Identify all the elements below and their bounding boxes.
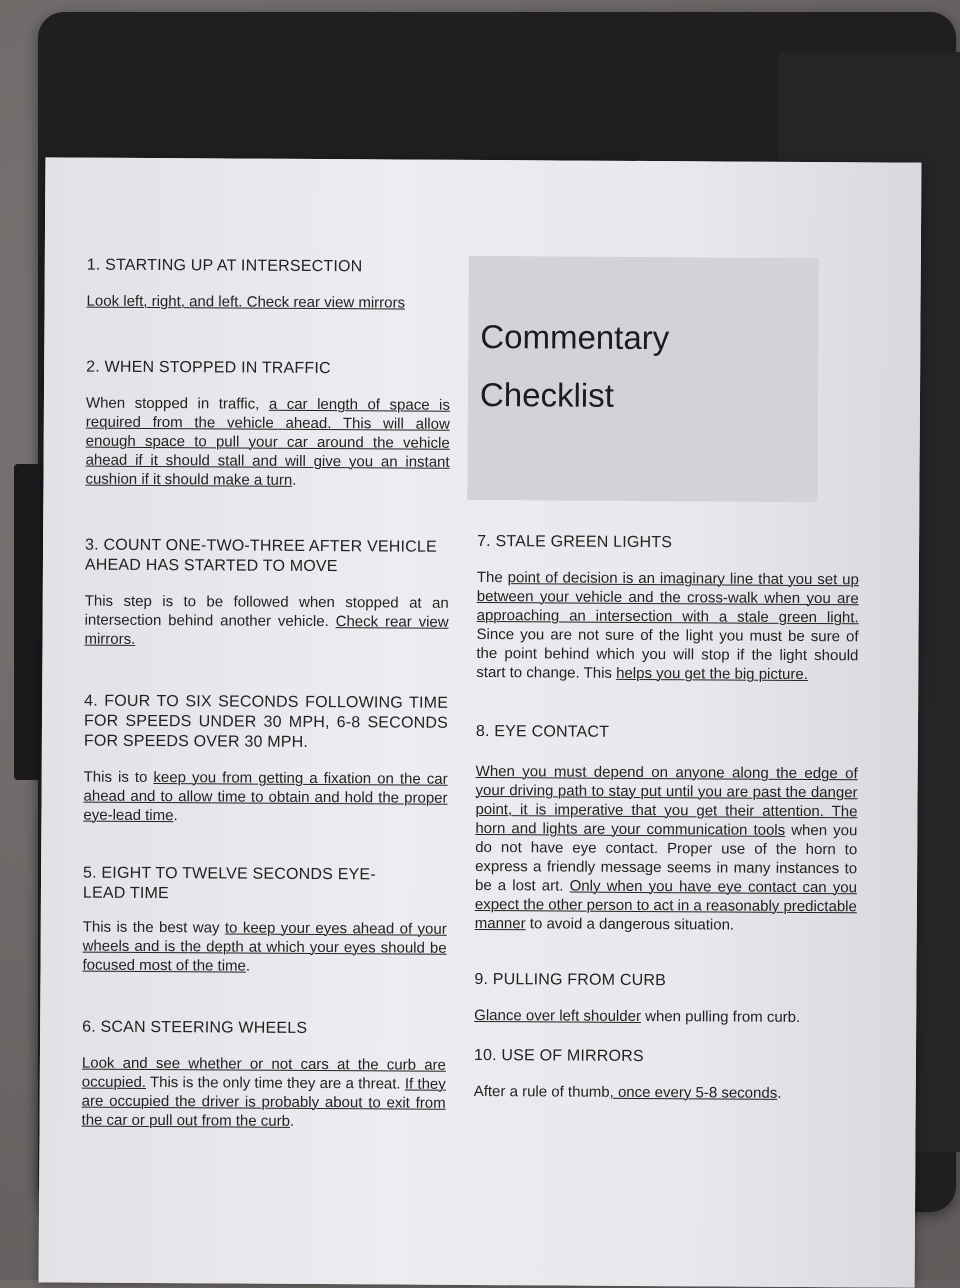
body-text: This is the only time they are a threat. xyxy=(145,1073,405,1093)
underlined-text: a car length of space is required from the vehicle ahead. This will allow enough space to pull your car around the vehicle ahead if it should stall and will give you an instant cushion if it should make a turn xyxy=(85,395,450,489)
item-body xyxy=(475,762,858,935)
item-heading: 4. FOUR TO SIX SECONDS FOLLOWING TIME FOR SPEEDS UNDER 30 MPH, 6-8 SECONDS FOR SPEEDS OVER 30 MPH. xyxy=(83,692,449,751)
checklist-item-9 xyxy=(474,970,800,1027)
item-body xyxy=(85,394,450,491)
checklist-item-1 xyxy=(87,256,406,313)
underlined-text: If they are occupied the driver is probably about to exit from the car or pull out from the curb xyxy=(81,1075,446,1130)
underlined-text: Look and see whether or not cars at the curb are occupied. xyxy=(81,1054,446,1091)
body-text: This is to xyxy=(83,768,154,787)
body-text: This is the best way xyxy=(82,918,225,937)
checklist-item-7 xyxy=(476,532,859,684)
item-body xyxy=(83,768,447,827)
underlined-text: Check rear view mirrors. xyxy=(84,613,449,648)
checklist-paper xyxy=(39,157,922,1287)
checklist-item-4 xyxy=(83,692,448,827)
body-text: . xyxy=(289,1112,295,1130)
item-heading: 9. PULLING FROM CURB xyxy=(474,970,667,990)
item-body xyxy=(476,568,859,684)
item-heading: 10. USE OF MIRRORS xyxy=(473,1046,644,1066)
checklist-item-5-body xyxy=(82,918,446,977)
checklist-item-2 xyxy=(85,358,450,491)
checklist-item-3 xyxy=(84,536,449,651)
checklist-item-6 xyxy=(82,1018,447,1132)
item-heading: 7. STALE GREEN LIGHTS xyxy=(477,532,673,552)
item-heading: 8. EYE CONTACT xyxy=(475,722,610,741)
item-heading: 5. EIGHT TO TWELVE SECONDS EYE-LEAD TIME xyxy=(82,864,376,903)
checklist-item-8 xyxy=(475,722,858,935)
underlined-text: to keep your eyes ahead of your wheels and is the depth at which your eyes should be focused most of the time xyxy=(82,919,447,975)
body-text: When stopped in traffic, xyxy=(85,394,269,413)
underlined-text: helps you get the big picture. xyxy=(616,664,808,684)
body-text: Since you are not sure of the light you must be sure of the point behind which you will stop if the light should start to change. This xyxy=(476,625,859,682)
underlined-text: keep you from getting a fixation on the car ahead and to allow time to obtain and hold the proper eye-lead time xyxy=(83,769,448,825)
title-box xyxy=(467,256,818,502)
body-text: . xyxy=(245,957,251,975)
item-body xyxy=(82,1054,446,1132)
underlined-text: Look left, right, and left. Check rear view mirrors xyxy=(86,292,406,312)
underlined-text: When you must depend on anyone along the edge of your driving path to stay put until you are past the danger point, it is imperative that you get their attention. The horn and lights are your communication tools xyxy=(475,762,858,839)
body-text: to avoid a dangerous situation. xyxy=(525,915,735,934)
title-line-1: Commentary xyxy=(480,317,670,357)
item-heading: 1. STARTING UP AT INTERSECTION xyxy=(86,256,363,276)
item-heading: 3. COUNT ONE-TWO-THREE AFTER VEHICLE AHEAD HAS STARTED TO MOVE xyxy=(84,536,437,576)
item-body xyxy=(87,292,406,313)
body-text: . xyxy=(292,471,297,489)
body-text: when pulling from curb. xyxy=(640,1007,801,1026)
item-body xyxy=(474,1082,782,1103)
body-text: After a rule of thumb xyxy=(473,1082,610,1101)
checklist-item-5 xyxy=(83,864,393,906)
body-text: . xyxy=(777,1084,782,1102)
body-text: when you do not have eye contact. Proper use of the horn to express a friendly message seems in many instances to be a lost art. xyxy=(474,821,858,895)
underlined-text: Glance over left shoulder xyxy=(474,1006,642,1025)
body-text: The xyxy=(476,568,508,587)
underlined-text: point of decision is an imaginary line that you set up between your vehicle and the cross-walk when you are approaching an intersection with a stale green light. xyxy=(476,569,859,627)
item-body xyxy=(82,918,446,977)
title-line-2: Checklist xyxy=(479,375,614,414)
item-body xyxy=(84,592,448,651)
underlined-text: , once every 5-8 seconds xyxy=(609,1083,778,1102)
item-heading: 2. WHEN STOPPED IN TRAFFIC xyxy=(86,358,331,378)
checklist-item-10 xyxy=(474,1046,782,1103)
body-text: This step is to be followed when stopped at an intersection behind another vehicle. xyxy=(84,592,449,631)
body-text: . xyxy=(173,807,178,825)
underlined-text: Only when you have eye contact can you expect the other person to act in a reasonably predictable manner xyxy=(474,877,858,933)
item-body xyxy=(474,1006,800,1027)
item-heading: 6. SCAN STEERING WHEELS xyxy=(82,1018,308,1037)
